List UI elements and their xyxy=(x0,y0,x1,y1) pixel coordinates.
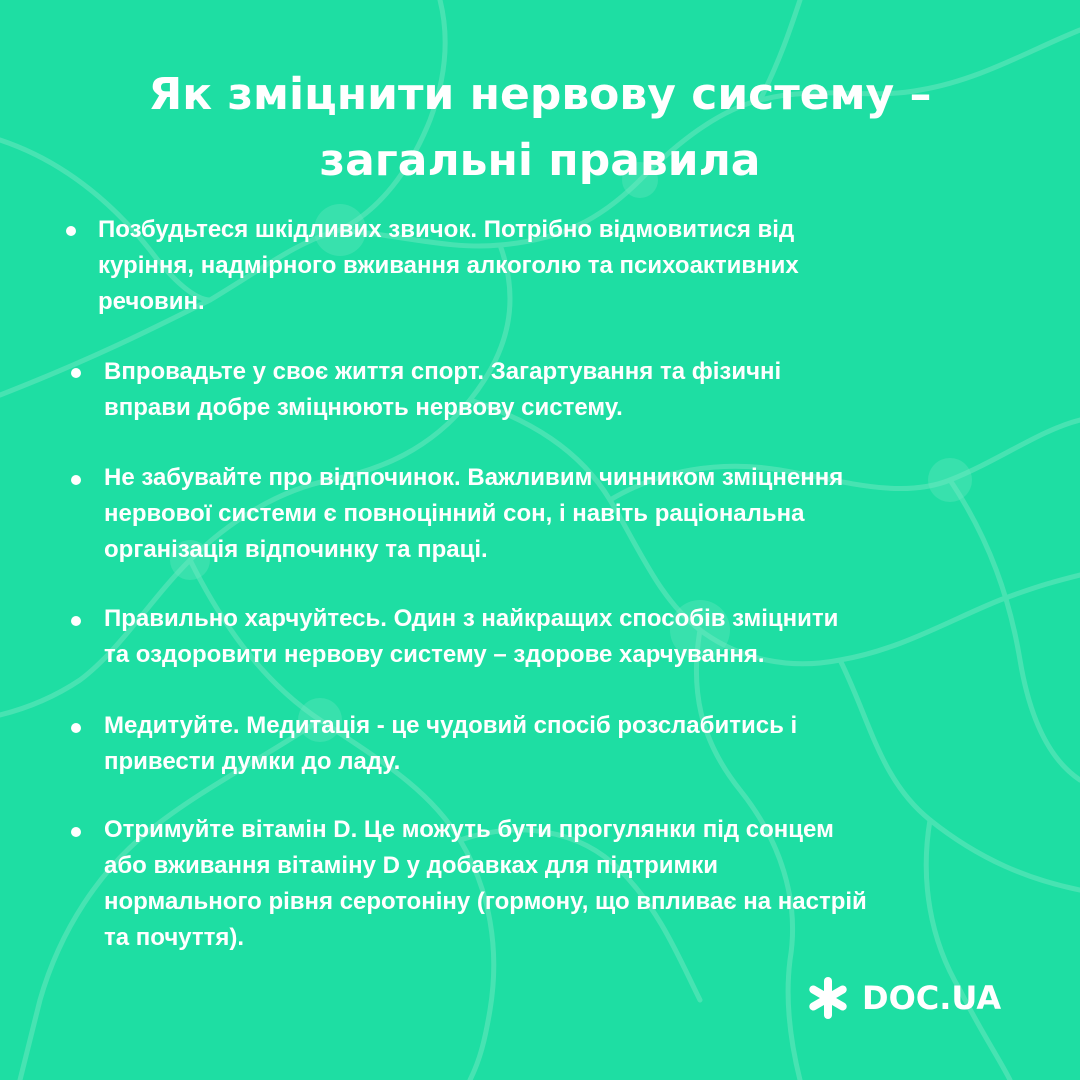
bullet-line: речовин. xyxy=(98,288,205,315)
bullet-line: привести думки до ладу. xyxy=(104,748,401,775)
page-title xyxy=(40,62,1040,194)
bullet-line: та оздоровити нервову систему – здорове харчування. xyxy=(104,641,765,668)
bullet-line: Медитуйте. Медитація - це чудовий спосіб розслабитись і xyxy=(104,712,798,739)
bullet-dot-icon xyxy=(71,475,81,485)
bullet-line: Позбудьтеся шкідливих звичок. Потрібно відмовитися від xyxy=(98,216,795,243)
bullet-line: та почуття). xyxy=(104,924,245,951)
bullet-line: нормального рівня серотоніну (гормону, що впливає на настрій xyxy=(104,888,867,915)
bullet-line: Правильно харчуйтесь. Один з найкращих способів зміцнити xyxy=(104,605,839,632)
bullet-line: Впровадьте у своє життя спорт. Загартування та фізичні xyxy=(104,358,782,385)
bullet-line: організація відпочинку та праці. xyxy=(104,536,488,563)
bullet-line: вправи добре зміцнюють нервову систему. xyxy=(104,394,623,421)
title-line-2: загальні правила xyxy=(319,135,761,186)
asterisk-logo-icon xyxy=(806,976,850,1020)
bullet-dot-icon xyxy=(71,368,81,378)
doc-ua-logo xyxy=(806,976,1001,1020)
bullet-dot-icon xyxy=(66,226,76,236)
bullet-dot-icon xyxy=(71,827,81,837)
bullet-line: куріння, надмірного вживання алкоголю та психоактивних xyxy=(98,252,799,279)
bullet-dot-icon xyxy=(71,723,81,733)
bullet-line: або вживання вітаміну D у добавках для підтримки xyxy=(104,852,719,879)
bullet-dot-icon xyxy=(71,616,81,626)
logo-wordmark: DOC.UA xyxy=(862,979,1002,1017)
bullet-line: нервової системи є повноцінний сон, і навіть раціональна xyxy=(104,500,805,527)
bullet-line: Не забувайте про відпочинок. Важливим чинником зміцнення xyxy=(104,464,844,491)
title-line-1: Як зміцнити нервову систему – xyxy=(148,69,932,120)
bullet-line: Отримуйте вітамін D. Це можуть бути прогулянки під сонцем xyxy=(104,816,834,843)
